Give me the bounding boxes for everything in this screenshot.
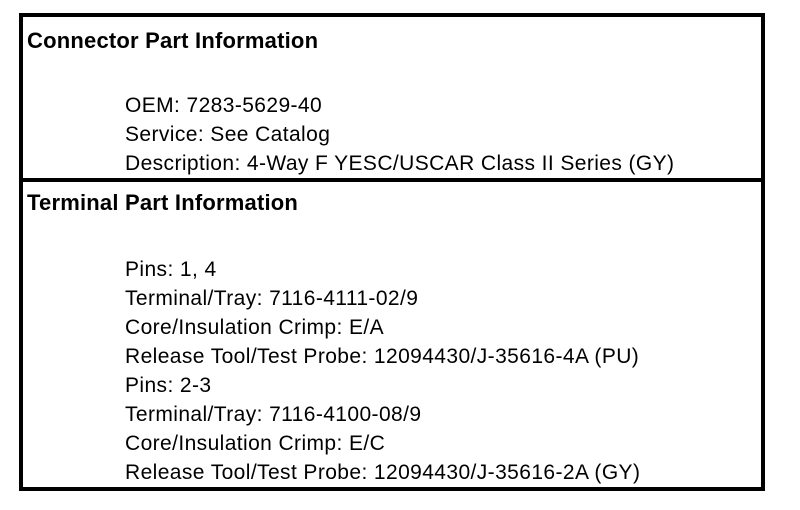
part-information-panel (19, 13, 765, 491)
field-terminal-tray-group1: Terminal/Tray: 7116-4111-02/9 (125, 287, 419, 310)
connector-field-list (125, 91, 757, 178)
field-core-insulation-crimp-group1: Core/Insulation Crimp: E/A (125, 316, 384, 339)
field-service: Service: See Catalog (125, 123, 331, 146)
field-release-tool-test-probe-group1: Release Tool/Test Probe: 12094430/J-35616-4A (PU) (125, 345, 640, 368)
field-release-tool-test-probe-group2: Release Tool/Test Probe: 12094430/J-35616-2A (GY) (125, 461, 641, 484)
field-pins-group1: Pins: 1, 4 (125, 258, 217, 281)
terminal-field-list (125, 255, 757, 487)
field-description: Description: 4-Way F YESC/USCAR Class II Series (GY) (125, 152, 675, 175)
terminal-part-information-section (23, 182, 761, 487)
field-core-insulation-crimp-group2: Core/Insulation Crimp: E/C (125, 432, 386, 455)
connector-part-information-section (23, 17, 761, 182)
field-terminal-tray-group2: Terminal/Tray: 7116-4100-08/9 (125, 403, 422, 426)
connector-section-title: Connector Part Information (27, 28, 319, 53)
terminal-section-title: Terminal Part Information (27, 190, 299, 215)
field-oem: OEM: 7283-5629-40 (125, 94, 323, 117)
field-pins-group2: Pins: 2-3 (125, 374, 212, 397)
